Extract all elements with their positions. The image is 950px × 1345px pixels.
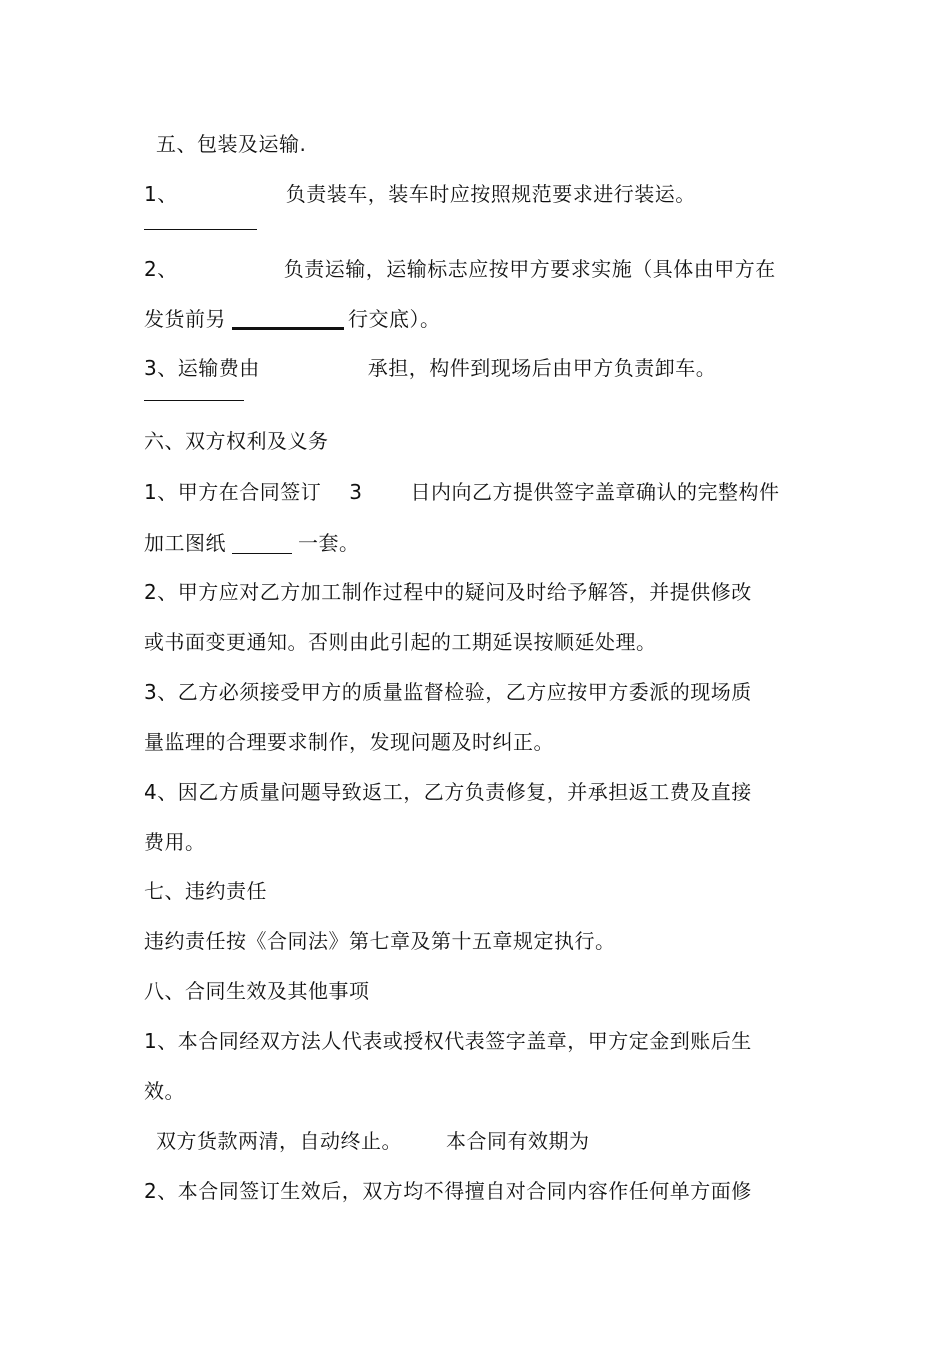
clause-5-2	[144, 256, 776, 282]
clause-6-1-continued	[144, 530, 360, 556]
clause-6-3-line-1: 3、乙方必须接受甲方的质量监督检验，乙方应按甲方委派的现场质	[144, 680, 752, 704]
clause-5-2-text: 负责运输，运输标志应按甲方要求实施（具体由甲方在	[283, 257, 776, 281]
clause-5-3	[144, 355, 716, 381]
clause-8-1-c-b: 本合同有效期为	[446, 1129, 590, 1153]
clause-5-3-prefix: 3、运输费由	[144, 356, 260, 380]
clause-6-3-line-2: 量监理的合理要求制作，发现问题及时纠正。	[144, 730, 554, 754]
clause-8-1-line-2: 效。	[144, 1079, 185, 1103]
clause-5-3-text: 承担，构件到现场后由甲方负责卸车。	[367, 356, 717, 380]
clause-5-2-prefix: 2、	[144, 257, 178, 281]
clause-6-1-a: 1、甲方在合同签订	[144, 480, 322, 504]
clause-8-1-line-1: 1、本合同经双方法人代表或授权代表签字盖章，甲方定金到账后生	[144, 1029, 752, 1053]
clause-6-1	[144, 479, 779, 505]
clause-5-1-text: 负责装车，装车时应按照规范要求进行装运。	[285, 182, 696, 206]
clause-5-1	[144, 181, 696, 207]
clause-6-1-b: 日内向乙方提供签字盖章确认的完整构件	[410, 480, 780, 504]
clause-5-2-cont-b: 行交底）。	[348, 307, 441, 331]
clause-8-1-line-3	[156, 1128, 590, 1154]
section-7-title: 七、违约责任	[144, 879, 267, 903]
section-7-text: 违约责任按《合同法》第七章及第十五章规定执行。	[144, 929, 616, 953]
clause-6-4-line-2: 费用。	[144, 830, 206, 854]
blank-line-5-3	[144, 400, 244, 401]
clause-6-1-cont-a: 加工图纸	[144, 531, 226, 555]
clause-8-1-c-a: 双方货款两清，自动终止。	[156, 1129, 402, 1153]
clause-8-2-line-1: 2、本合同签订生效后，双方均不得擅自对合同内容作任何单方面修	[144, 1179, 752, 1203]
clause-6-2-line-2: 或书面变更通知。否则由此引起的工期延误按顺延处理。	[144, 630, 657, 654]
clause-6-4-line-1: 4、因乙方质量问题导致返工，乙方负责修复，并承担返工费及直接	[144, 780, 752, 804]
blank-field-5-2	[232, 327, 344, 330]
clause-5-2-cont-a: 发货前另	[144, 307, 226, 331]
clause-5-1-prefix: 1、	[144, 182, 178, 206]
clause-6-2-line-1: 2、甲方应对乙方加工制作过程中的疑问及时给予解答，并提供修改	[144, 580, 752, 604]
clause-5-2-continued	[144, 306, 441, 332]
clause-6-1-num: 3	[349, 480, 363, 504]
blank-line-5-1	[144, 229, 257, 230]
clause-6-1-cont-b: 一套。	[298, 531, 360, 555]
blank-field-6-1	[232, 553, 292, 554]
section-5-title: 五、包装及运输.	[156, 132, 307, 156]
section-6-title: 六、双方权利及义务	[144, 429, 329, 453]
section-8-title: 八、合同生效及其他事项	[144, 979, 370, 1003]
